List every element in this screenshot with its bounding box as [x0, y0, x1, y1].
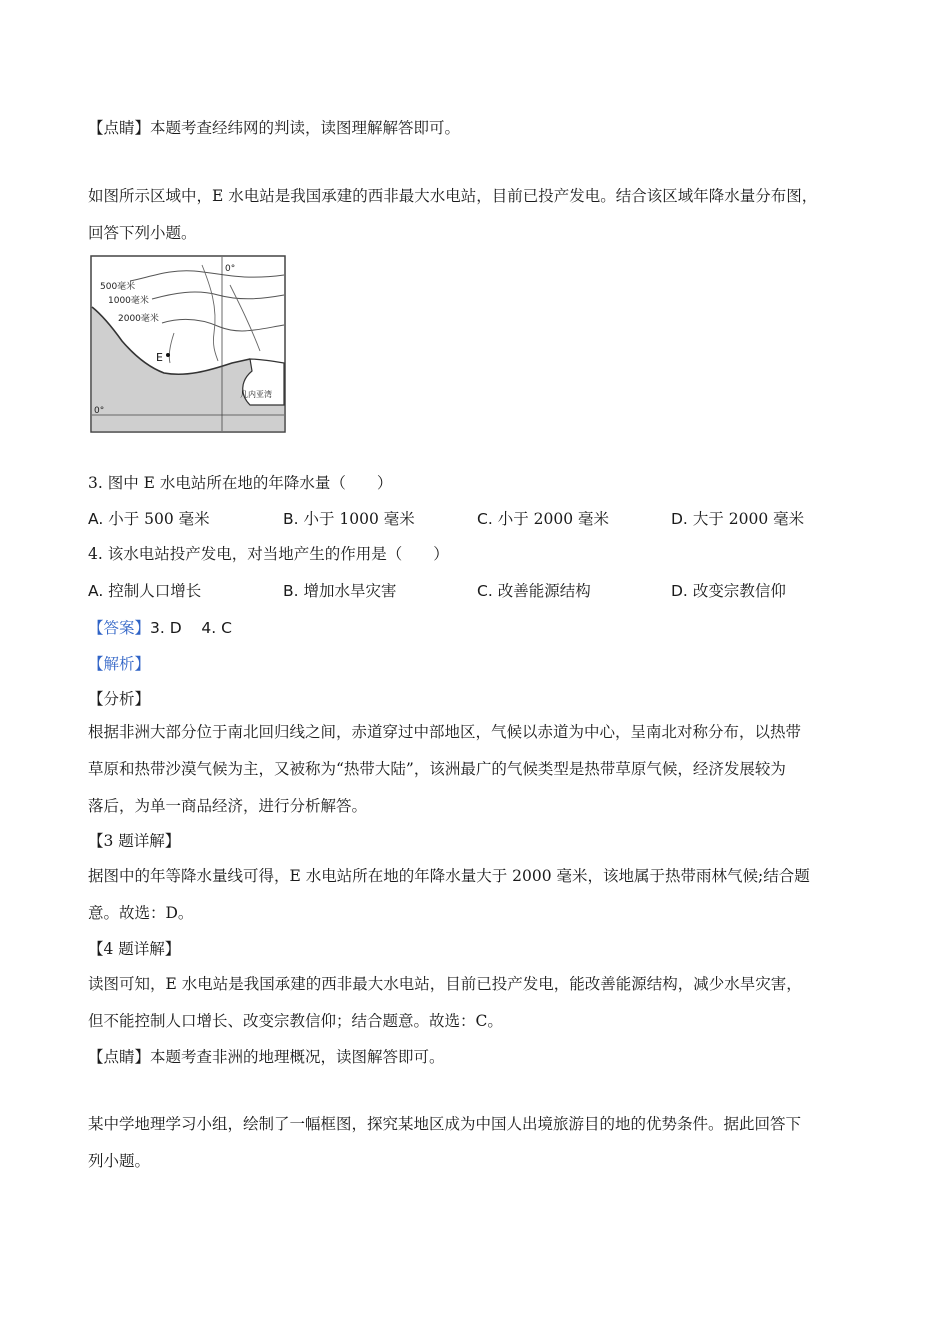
fenxi-line-1: 根据非洲大部分位于南北回归线之间，赤道穿过中部地区，气候以赤道为中心，呈南北对称分布，以热带 — [88, 723, 802, 741]
station-marker — [166, 353, 170, 357]
latitude-0-label: 0° — [94, 406, 105, 416]
fenxi-line-3: 落后，为单一商品经济，进行分析解答。 — [88, 797, 368, 815]
q4-option-a: A. 控制人口增长 — [88, 582, 202, 600]
intro-line-1: 如图所示区域中，E 水电站是我国承建的西非最大水电站，目前已投产发电。结合该区域年降水量分布图， — [88, 187, 818, 205]
question-3-stem: 3. 图中 E 水电站所在地的年降水量（ ） — [88, 474, 393, 492]
q3-option-a: A. 小于 500 毫米 — [88, 510, 210, 528]
detail-3-line-1: 据图中的年等降水量线可得，E 水电站所在地的年降水量大于 2000 毫米，该地属于热带雨林气候;结合题 — [88, 867, 810, 885]
analysis-label: 【解析】 — [88, 655, 151, 673]
intro-line-2: 回答下列小题。 — [88, 224, 197, 242]
precipitation-map — [90, 255, 286, 433]
q4-option-d: D. 改变宗教信仰 — [671, 582, 786, 600]
tip-2: 【点睛】本题考查非洲的地理概况，读图解答即可。 — [88, 1048, 445, 1066]
q3-option-b: B. 小于 1000 毫米 — [283, 510, 415, 528]
tip-1: 【点睛】本题考查经纬网的判读，读图理解解答即可。 — [88, 119, 461, 137]
isohyet-500-label: 500毫米 — [100, 282, 136, 292]
q3-option-c: C. 小于 2000 毫米 — [477, 510, 609, 528]
isohyet-2000-label: 2000毫米 — [118, 314, 159, 324]
longitude-0-label: 0° — [225, 264, 236, 274]
detail-3-line-2: 意。故选：D。 — [88, 904, 194, 922]
q4-option-b: B. 增加水旱灾害 — [283, 582, 397, 600]
gulf-label: 几内亚湾 — [240, 390, 272, 399]
detail-4-label: 【4 题详解】 — [88, 940, 181, 958]
q3-option-d: D. 大于 2000 毫米 — [671, 510, 805, 528]
detail-4-line-1: 读图可知，E 水电站是我国承建的西非最大水电站，目前已投产发电，能改善能源结构，减少水旱灾害， — [88, 975, 802, 993]
detail-4-line-2: 但不能控制人口增长、改变宗教信仰；结合题意。故选：C。 — [88, 1012, 503, 1030]
question-4-stem: 4. 该水电站投产发电，对当地产生的作用是（ ） — [88, 545, 449, 563]
answer-value: 3. D 4. C — [150, 619, 232, 637]
isohyet-1000-label: 1000毫米 — [108, 296, 149, 306]
q4-option-c: C. 改善能源结构 — [477, 582, 591, 600]
detail-3-label: 【3 题详解】 — [88, 832, 181, 850]
answer-line — [88, 616, 232, 638]
next-intro-line-2: 列小题。 — [88, 1152, 151, 1170]
fenxi-line-2: 草原和热带沙漠气候为主，又被称为“热带大陆”，该洲最广的气候类型是热带草原气候，经济发展较为 — [88, 760, 786, 778]
fenxi-label: 【分析】 — [88, 690, 151, 708]
next-intro-line-1: 某中学地理学习小组，绘制了一幅框图，探究某地区成为中国人出境旅游目的地的优势条件。据此回答下 — [88, 1115, 802, 1133]
station-label: E — [156, 351, 163, 364]
answer-label: 【答案】 — [88, 619, 151, 637]
